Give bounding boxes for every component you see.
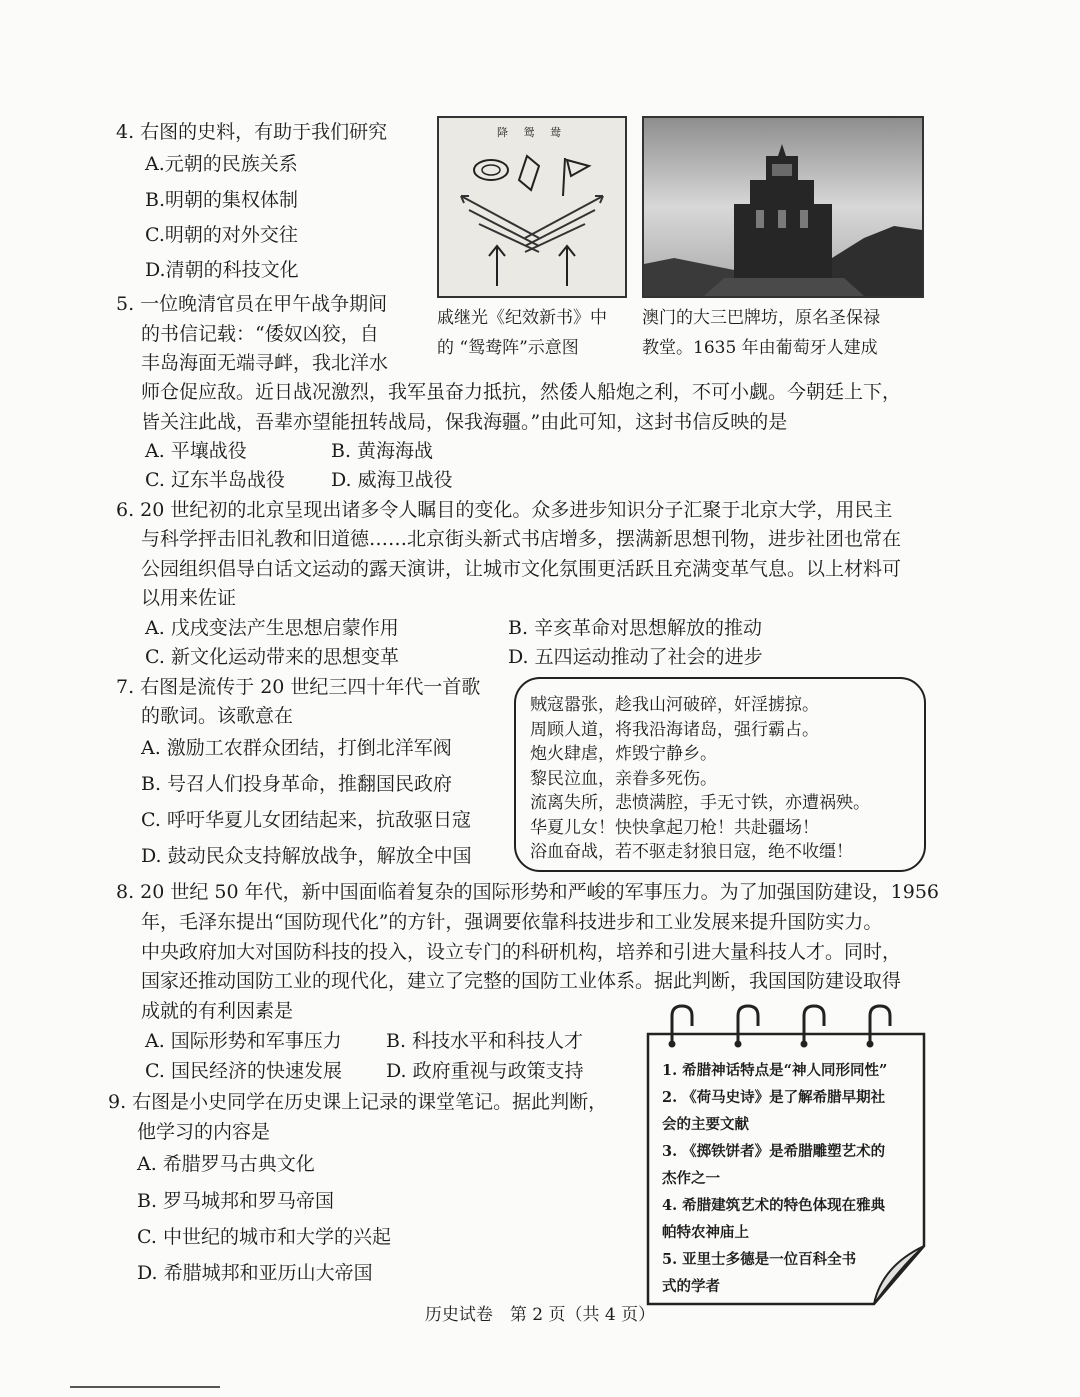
lyrics-line: 炮火肆虐，炸毁宁静乡。	[530, 744, 717, 764]
lyrics-line: 浴血奋战，若不驱走豺狼日寇，绝不收缰！	[530, 842, 853, 862]
q7-line2: 的歌词。该歌意在	[141, 705, 294, 727]
note-line: 5. 亚里士多德是一位百科全书	[662, 1251, 857, 1268]
q4-option-a[interactable]: A.元朝的民族关系	[145, 153, 298, 175]
q8-line5: 成就的有利因素是	[141, 1000, 294, 1022]
lyrics-line: 流离失所，悲愤满腔，手无寸铁，亦遭祸殃。	[530, 793, 870, 813]
photo-caption-line2: 教堂。1635 年由葡萄牙人建成	[642, 338, 878, 358]
q9-option-d[interactable]: D. 希腊城邦和亚历山大帝国	[137, 1262, 373, 1284]
note-line: 杰作之一	[662, 1170, 720, 1187]
q5-option-c[interactable]: C. 辽东半岛战役	[145, 469, 285, 491]
q4-option-c[interactable]: C.明朝的对外交往	[145, 224, 298, 246]
q5-line1: 5. 一位晚清官员在甲午战争期间	[116, 293, 388, 315]
q7-option-d[interactable]: D. 鼓动民众支持解放战争，解放全中国	[141, 845, 472, 867]
q8-option-c[interactable]: C. 国民经济的快速发展	[145, 1060, 342, 1082]
q7-option-a[interactable]: A. 激励工农群众团结，打倒北洋军阀	[141, 737, 452, 759]
note-line: 帕特农神庙上	[662, 1224, 749, 1241]
q8-option-a[interactable]: A. 国际形势和军事压力	[145, 1030, 342, 1052]
q9-option-a[interactable]: A. 希腊罗马古典文化	[137, 1153, 315, 1175]
note-line: 3. 《掷铁饼者》是希腊雕塑艺术的	[662, 1143, 886, 1160]
q9-option-b[interactable]: B. 罗马城邦和罗马帝国	[137, 1190, 335, 1212]
note-line: 4. 希腊建筑艺术的特色体现在雅典	[662, 1197, 886, 1214]
q8-option-d[interactable]: D. 政府重视与政策支持	[386, 1060, 584, 1082]
ruins-of-st-pauls-photo	[642, 116, 924, 298]
lyrics-line: 贼寇嚣张，趁我山河破碎，奸淫掳掠。	[530, 695, 819, 715]
q5-option-d[interactable]: D. 威海卫战役	[331, 469, 453, 491]
song-lyrics-box	[514, 677, 926, 872]
diagram-title: 降 鸳 鸯	[497, 126, 567, 139]
q6-option-b[interactable]: B. 辛亥革命对思想解放的推动	[508, 617, 763, 639]
q4-option-d[interactable]: D.清朝的科技文化	[145, 259, 299, 281]
yuanyang-formation-diagram	[437, 116, 627, 298]
q6-line3: 公园组织倡导白话文运动的露天演讲，让城市文化氛围更活跃且充满变革气息。以上材料可	[141, 558, 902, 580]
q6-option-c[interactable]: C. 新文化运动带来的思想变革	[145, 646, 399, 668]
q6-option-d[interactable]: D. 五四运动推动了社会的进步	[508, 646, 763, 668]
notes-list	[662, 1057, 887, 1300]
q5-option-a[interactable]: A. 平壤战役	[145, 440, 247, 462]
note-line: 会的主要文献	[662, 1116, 749, 1133]
note-line: 式的学者	[662, 1278, 720, 1295]
class-notes-notebook	[642, 1004, 932, 1312]
q8-option-b[interactable]: B. 科技水平和科技人才	[386, 1030, 584, 1052]
diagram-caption-line1: 戚继光《纪效新书》中	[437, 308, 607, 328]
diagram-caption-line2: 的 “鸳鸯阵”示意图	[437, 338, 579, 358]
note-line: 1. 希腊神话特点是“神人同形同性”	[662, 1062, 888, 1079]
q4-stem: 4. 右图的史料，有助于我们研究	[116, 121, 388, 143]
lyrics-line: 华夏儿女！快快拿起刀枪！共赴疆场！	[530, 817, 819, 838]
q7-line1: 7. 右图是流传于 20 世纪三四十年代一首歌	[116, 676, 481, 698]
q6-line4: 以用来佐证	[141, 587, 237, 609]
q4-option-b[interactable]: B.明朝的集权体制	[145, 189, 299, 211]
q7-option-c[interactable]: C. 呼吁华夏儿女团结起来，抗敌驱日寇	[141, 809, 471, 831]
q5-line3: 丰岛海面无端寻衅，我北洋水	[141, 352, 389, 374]
q9-line1: 9. 右图是小史同学在历史课上记录的课堂笔记。据此判断，	[108, 1091, 608, 1113]
scan-edge-line	[70, 1386, 220, 1388]
page-footer: 历史试卷 第 2 页（共 4 页）	[424, 1305, 656, 1325]
q8-line3: 中央政府加大对国防科技的投入，设立专门的科研机构，培养和引进大量科技人才。同时，	[141, 941, 902, 963]
q5-line5: 皆关注此战，吾辈亦望能扭转战局，保我海疆。”由此可知，这封书信反映的是	[141, 411, 788, 433]
photo-caption-line1: 澳门的大三巴牌坊，原名圣保禄	[642, 308, 880, 328]
facade-silhouette	[644, 118, 922, 296]
q5-line4: 师仓促应敌。近日战况激烈，我军虽奋力抵抗，然倭人船炮之利，不可小觑。今朝廷上下，	[141, 381, 902, 403]
formation-sketch	[439, 118, 625, 296]
q9-line2: 他学习的内容是	[137, 1121, 271, 1143]
q6-line2: 与科学抨击旧礼教和旧道德……北京街头新式书店增多，摆满新思想刊物，进步社团也常在	[141, 528, 902, 550]
q8-line4: 国家还推动国防工业的现代化，建立了完整的国防工业体系。据此判断，我国国防建设取得	[141, 970, 902, 992]
note-line: 2. 《荷马史诗》是了解希腊早期社	[662, 1089, 886, 1106]
q5-option-b[interactable]: B. 黄海海战	[331, 440, 434, 462]
lyrics-line: 黎民泣血，亲眷多死伤。	[530, 768, 717, 789]
q9-option-c[interactable]: C. 中世纪的城市和大学的兴起	[137, 1226, 391, 1248]
q6-line1: 6. 20 世纪初的北京呈现出诸多令人瞩目的变化。众多进步知识分子汇聚于北京大学，用民主	[116, 499, 893, 521]
q6-option-a[interactable]: A. 戊戌变法产生思想启蒙作用	[145, 617, 399, 639]
q5-line2: 的书信记载：“倭奴凶狡，自	[141, 323, 379, 345]
q8-line1: 8. 20 世纪 50 年代，新中国面临着复杂的国际形势和严峻的军事压力。为了加强国防建设，1956	[116, 881, 939, 903]
lyrics-line: 周顾人道，将我沿海诸岛，强行霸占。	[530, 719, 819, 740]
q7-option-b[interactable]: B. 号召人们投身革命，推翻国民政府	[141, 773, 453, 795]
q8-line2: 年，毛泽东提出“国防现代化”的方针，强调要依靠科技进步和工业发展来提升国防实力。	[141, 911, 883, 933]
